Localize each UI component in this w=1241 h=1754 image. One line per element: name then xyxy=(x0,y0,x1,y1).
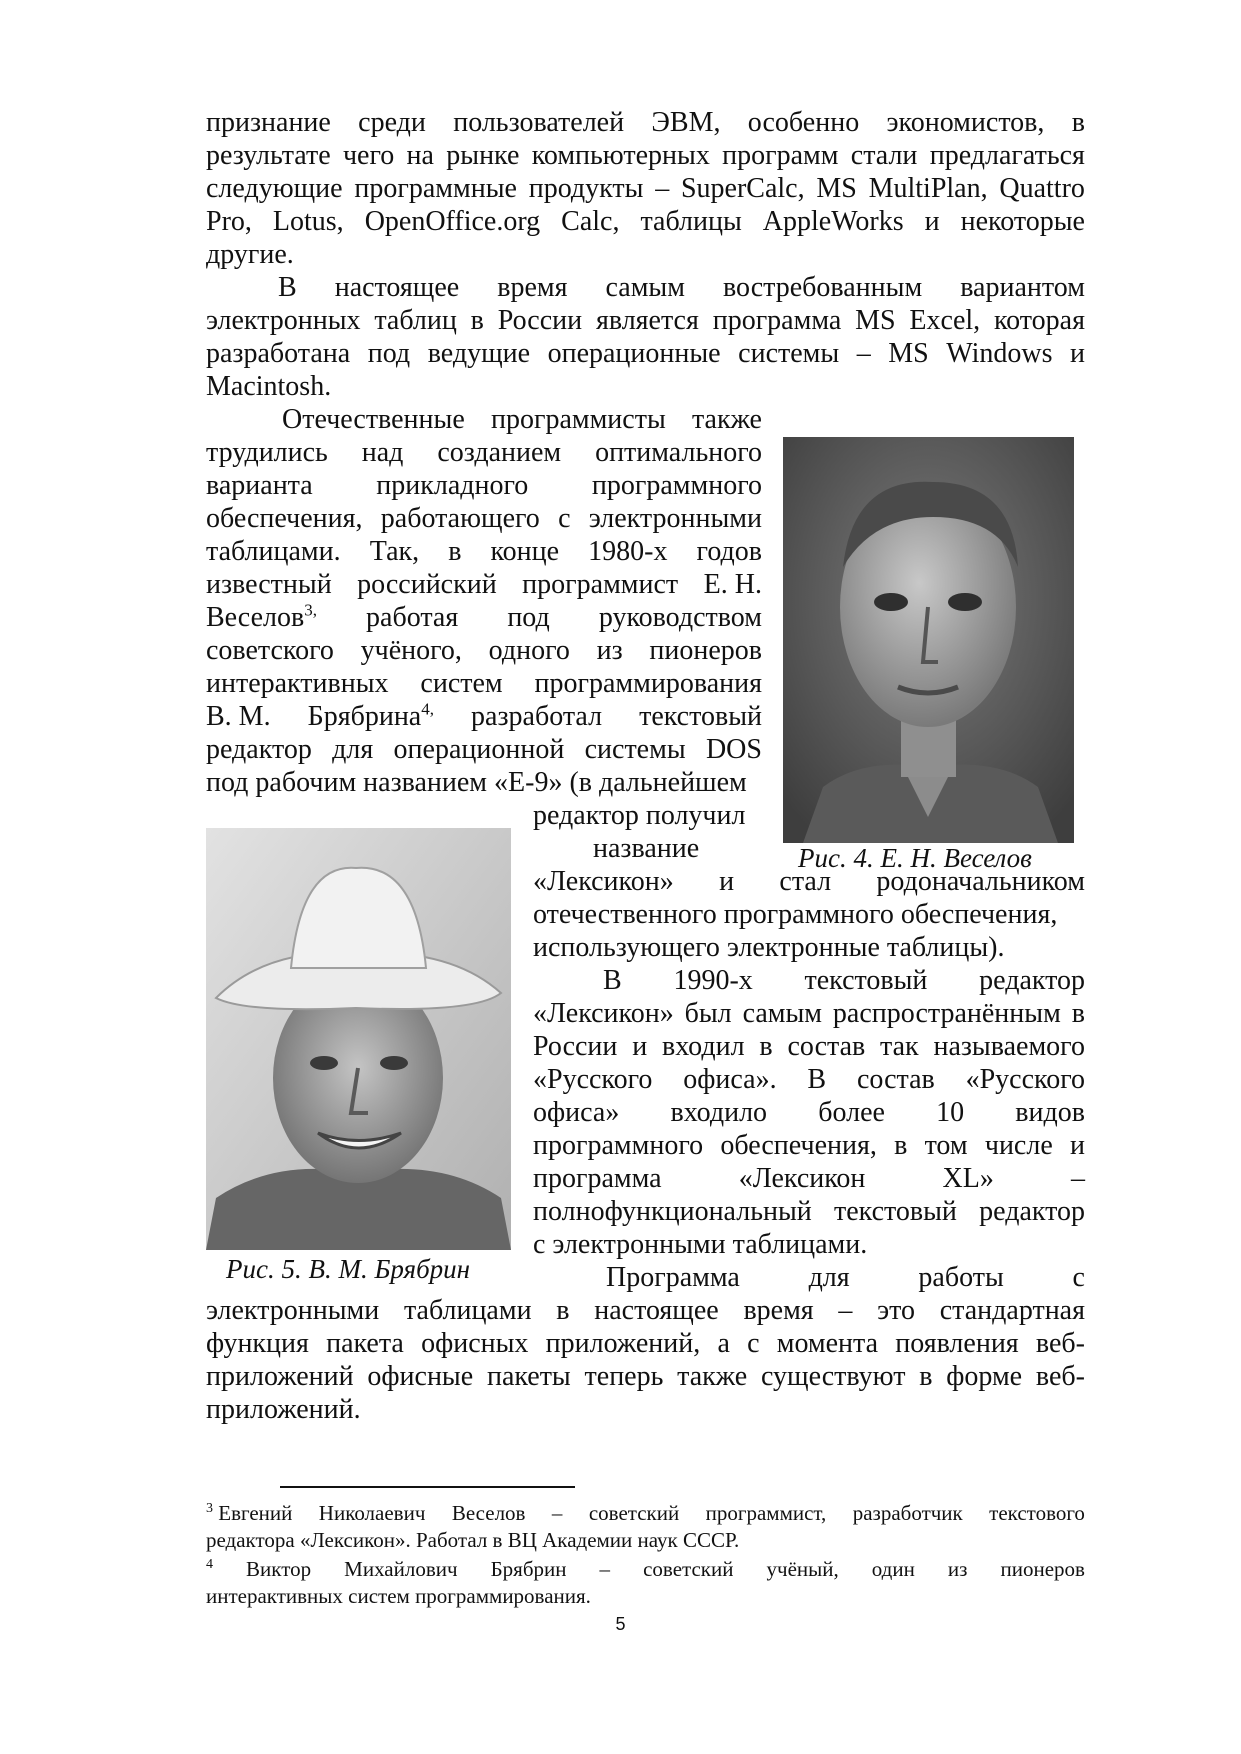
word: называемого xyxy=(933,1031,1085,1062)
word: программисты xyxy=(490,404,666,435)
p1-line-5: другие. xyxy=(206,239,294,270)
word: таблицами xyxy=(403,1295,532,1326)
p4-line-1 xyxy=(533,964,1085,997)
word: работы xyxy=(918,1262,1004,1293)
word: таблиц xyxy=(374,305,457,336)
p3-line-13: редактор получил xyxy=(533,800,746,831)
p3-line-17: использующего электронные таблицы). xyxy=(533,932,1005,963)
word: MultiPlan, xyxy=(868,173,988,204)
word: редактор xyxy=(979,965,1085,996)
word: вариантом xyxy=(960,272,1085,303)
word: Calc, xyxy=(561,206,620,237)
word: – xyxy=(856,338,871,369)
word: советского xyxy=(206,635,334,666)
word: пионеров xyxy=(649,635,762,666)
word: форме xyxy=(946,1361,1023,1392)
word: пакета xyxy=(326,1328,404,1359)
word: существуют xyxy=(760,1361,906,1392)
word: среди xyxy=(358,107,426,138)
word: время xyxy=(743,1295,814,1326)
veselov-word: Веселов$^{3,}$ xyxy=(206,600,317,633)
p3-line-10: В. М. Брябрина$^{4,}$ разработал текстовый xyxy=(206,699,762,732)
word: веб- xyxy=(1035,1328,1085,1359)
word: признание xyxy=(206,107,331,138)
word: некоторые xyxy=(960,206,1085,237)
p3-line-6 xyxy=(206,568,762,601)
word: в xyxy=(759,1031,773,1062)
word: «Лексикон» xyxy=(533,866,674,897)
word: а xyxy=(717,1328,730,1359)
veselov-portrait-icon xyxy=(783,437,1074,843)
word: трудились xyxy=(206,437,328,468)
word: над xyxy=(361,437,404,468)
p3-line-9 xyxy=(206,667,762,700)
word: редактор xyxy=(206,734,312,765)
word: электронными xyxy=(588,503,762,534)
word: время xyxy=(497,272,568,303)
word: ведущие xyxy=(427,338,531,369)
p4-line-2 xyxy=(533,997,1085,1030)
word: – xyxy=(838,1295,853,1326)
word: операционные xyxy=(547,338,721,369)
word: офисных xyxy=(421,1328,529,1359)
word: в xyxy=(448,536,462,567)
p3-line-8 xyxy=(206,634,762,667)
word: Quattro xyxy=(999,173,1085,204)
word: состав xyxy=(787,1031,866,1062)
p3-line-2 xyxy=(206,436,762,469)
p4-line-9: с электронными таблицами. xyxy=(533,1229,868,1260)
p4-line-7 xyxy=(533,1162,1085,1195)
word: – xyxy=(655,173,670,204)
word: состав xyxy=(856,1064,935,1095)
word: входил xyxy=(662,1031,745,1062)
word: SuperCalc, xyxy=(680,173,805,204)
p4-line-4 xyxy=(533,1063,1085,1096)
word: приложений, xyxy=(545,1328,701,1359)
word: российский xyxy=(357,569,497,600)
word: OpenOffice.org xyxy=(364,206,541,237)
word: интерактивных xyxy=(206,668,389,699)
word: с xyxy=(747,1328,760,1359)
p1-line-3 xyxy=(206,172,1085,205)
word: в xyxy=(1071,107,1085,138)
footnote-4-marker: 4 xyxy=(206,1557,213,1572)
p3-line-3 xyxy=(206,469,762,502)
word: операционной xyxy=(393,734,565,765)
word: программного xyxy=(533,1130,704,1161)
word: «Лексикон» xyxy=(533,998,674,1029)
word: стал xyxy=(779,866,832,897)
p2-line-3 xyxy=(206,337,1085,370)
word: программирования xyxy=(534,668,762,699)
word: в xyxy=(470,305,484,336)
word: офисные xyxy=(367,1361,474,1392)
word: систем xyxy=(420,668,503,699)
word: системы xyxy=(584,734,686,765)
word: программ xyxy=(722,140,839,171)
word: таблицами. xyxy=(206,536,341,567)
footnote-3-line-2: редактора «Лексикон». Работал в ВЦ Академии наук СССР. xyxy=(206,1528,740,1552)
figure-4-photo xyxy=(783,437,1074,843)
footnote-4-line-1: $^4$ Виктор Михайлович Брябрин – советский учёный, один из пионеров xyxy=(206,1557,1085,1581)
word: В xyxy=(603,965,622,996)
p2-line-2 xyxy=(206,304,1085,337)
p3-line-11 xyxy=(206,733,762,766)
word: с xyxy=(558,503,571,534)
word: предлагаться xyxy=(929,140,1085,171)
word: которая xyxy=(993,305,1085,336)
word: в xyxy=(556,1295,570,1326)
word: MS xyxy=(888,338,929,369)
word: числе xyxy=(984,1130,1053,1161)
word: том xyxy=(924,1130,968,1161)
p3-line-7: Веселов$^{3,}$ работая под руководством xyxy=(206,600,762,633)
word: офиса». xyxy=(683,1064,777,1095)
word: результате xyxy=(206,140,331,171)
word: AppleWorks xyxy=(762,206,904,237)
word: прикладного xyxy=(376,470,529,501)
bryabrin-word: Брябрина$^{4,}$ xyxy=(307,699,434,732)
word: В xyxy=(807,1064,827,1095)
footnote-ref-3[interactable]: 3, xyxy=(304,600,317,620)
p5-line-2 xyxy=(206,1294,1085,1327)
word: был xyxy=(684,998,732,1029)
p5-line-4 xyxy=(206,1360,1085,1393)
word: также xyxy=(677,1361,748,1392)
word: текстовый xyxy=(834,1196,957,1227)
word: редактор xyxy=(979,1196,1085,1227)
word: рынке xyxy=(446,140,520,171)
word: программные xyxy=(354,173,517,204)
word: является xyxy=(595,305,699,336)
figure-5-caption: Рис. 5. В. М. Брябрин xyxy=(226,1254,471,1284)
word: одного xyxy=(488,635,570,666)
footnote-3-line-1: $^3$ Евгений Николаевич Веселов – советский программист, разработчик текстового xyxy=(206,1501,1085,1525)
word: MS xyxy=(816,173,857,204)
word: текстовый xyxy=(804,965,928,996)
word: функция xyxy=(206,1328,309,1359)
word: офиса» xyxy=(533,1097,620,1128)
word: России xyxy=(533,1031,618,1062)
word: Windows xyxy=(946,338,1053,369)
word: так xyxy=(880,1031,919,1062)
word: также xyxy=(691,404,762,435)
word: электронными xyxy=(206,1295,380,1326)
word: распространённым xyxy=(832,998,1061,1029)
word: таблицы xyxy=(640,206,742,237)
word: программного xyxy=(591,470,762,501)
word: системы xyxy=(738,338,840,369)
word: программа xyxy=(712,305,842,336)
p3-line-1 xyxy=(206,403,762,436)
word: настоящее xyxy=(334,272,460,303)
word: настоящее xyxy=(594,1295,719,1326)
p2-line-1 xyxy=(206,271,1085,304)
word: конце xyxy=(490,536,560,567)
word: обеспечения, xyxy=(720,1130,877,1161)
word: Программа xyxy=(606,1262,740,1293)
word: самым xyxy=(605,272,685,303)
word: варианта xyxy=(206,470,313,501)
word: разработана xyxy=(206,338,351,369)
p3-line-5 xyxy=(206,535,762,568)
word: оптимального xyxy=(595,437,762,468)
footnote-3-marker: 3 xyxy=(206,1501,213,1516)
word: программа xyxy=(533,1163,662,1194)
p4-line-5 xyxy=(533,1096,1085,1129)
word: Lotus, xyxy=(272,206,344,237)
p2-line-4: Macintosh. xyxy=(206,371,332,402)
word: продукты xyxy=(528,173,644,204)
page-number: 5 xyxy=(615,1614,626,1634)
p1-line-4 xyxy=(206,205,1085,238)
word: созданием xyxy=(437,437,562,468)
word: это xyxy=(877,1295,916,1326)
word: 1980-х xyxy=(588,536,668,567)
word: пакеты xyxy=(486,1361,571,1392)
bryabrin-portrait-icon xyxy=(206,828,511,1250)
word: пользователей xyxy=(453,107,625,138)
word: обеспечения, xyxy=(206,503,363,534)
word: 1990-х xyxy=(673,965,753,996)
word: Pro, xyxy=(206,206,252,237)
p1-line-2 xyxy=(206,139,1085,172)
p4-line-3 xyxy=(533,1030,1085,1063)
word: ЭВМ, xyxy=(651,107,721,138)
word: следующие xyxy=(206,173,343,204)
word: стали xyxy=(850,140,918,171)
word: более xyxy=(818,1097,885,1128)
p3-line-12: под рабочим названием «Е-9» (в дальнейшем xyxy=(206,767,747,798)
word: в xyxy=(919,1361,933,1392)
word: В xyxy=(278,272,297,303)
word: программист xyxy=(522,569,679,600)
p5-line-3 xyxy=(206,1327,1085,1360)
word: родоначальником xyxy=(876,866,1085,897)
p3-line-14: название xyxy=(593,833,700,864)
word: Отечественные xyxy=(282,404,465,435)
word: годов xyxy=(696,536,762,567)
word: и xyxy=(632,1031,648,1062)
footnote-ref-4[interactable]: 4, xyxy=(421,699,434,719)
p3-line-4 xyxy=(206,502,762,535)
word: полнофункциональный xyxy=(533,1196,812,1227)
word: и xyxy=(719,866,735,897)
word: известный xyxy=(206,569,332,600)
word: MS xyxy=(855,305,896,336)
word: особенно xyxy=(747,107,860,138)
word: электронных xyxy=(206,305,361,336)
word: России xyxy=(497,305,583,336)
p5-line-5: приложений. xyxy=(206,1394,361,1425)
word: из xyxy=(596,635,623,666)
word: работающего xyxy=(380,503,540,534)
word: момента xyxy=(776,1328,879,1359)
word: DOS xyxy=(705,734,762,765)
word: компьютерных xyxy=(531,140,710,171)
word: и xyxy=(1070,338,1085,369)
word: чего xyxy=(342,140,395,171)
word: «Лексикон xyxy=(738,1163,866,1194)
word: с xyxy=(1072,1262,1085,1293)
figure-4-caption: Рис. 4. Е. Н. Веселов xyxy=(798,843,1032,873)
footnote-separator xyxy=(280,1486,575,1488)
word: – xyxy=(1071,1163,1085,1194)
word: и xyxy=(924,206,940,237)
word: в xyxy=(1071,998,1085,1029)
word: и xyxy=(1070,1130,1085,1161)
word: XL» xyxy=(942,1163,994,1194)
word: появления xyxy=(895,1328,1019,1359)
word: 10 xyxy=(936,1097,965,1128)
p4-line-6 xyxy=(533,1129,1085,1162)
word: входило xyxy=(670,1097,768,1128)
word: востребованным xyxy=(722,272,923,303)
word: теперь xyxy=(584,1361,664,1392)
word: «Русского xyxy=(965,1064,1085,1095)
word: для xyxy=(808,1262,850,1293)
word: на xyxy=(406,140,434,171)
word: «Русского xyxy=(533,1064,653,1095)
figure-5-photo xyxy=(206,828,511,1250)
word: самым xyxy=(742,998,823,1029)
p3-line-16: отечественного программного обеспечения, xyxy=(533,899,1058,930)
word: в xyxy=(894,1130,908,1161)
word: приложений xyxy=(206,1361,354,1392)
p4-line-8 xyxy=(533,1195,1085,1228)
footnote-4-line-2: интерактивных систем программирования. xyxy=(206,1584,591,1608)
word: под xyxy=(367,338,411,369)
word: экономистов, xyxy=(886,107,1045,138)
word: веб- xyxy=(1035,1361,1085,1392)
word: Так, xyxy=(369,536,420,567)
word: видов xyxy=(1015,1097,1085,1128)
word: стандартная xyxy=(939,1295,1085,1326)
word: учёного, xyxy=(360,635,462,666)
word: Е. Н. xyxy=(703,569,762,600)
word: Excel, xyxy=(909,305,981,336)
word: для xyxy=(332,734,374,765)
p1-line-1 xyxy=(206,106,1085,139)
